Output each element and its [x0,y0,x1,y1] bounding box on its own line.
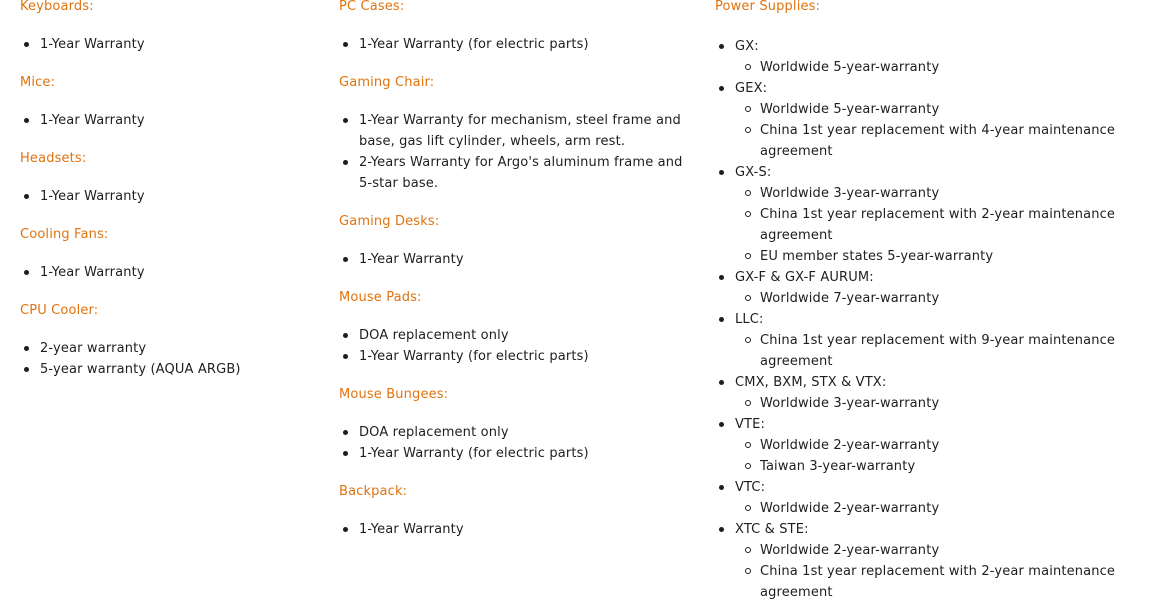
power-supply-series [715,78,1135,162]
power-supply-series [715,162,1135,267]
series-warranty-list [735,330,1135,372]
warranty-list [339,34,689,55]
series-warranty-item: Worldwide 2-year-warranty [735,540,1135,561]
section-heading: Mice: [20,75,56,90]
section-heading: Gaming Chair: [339,75,435,90]
warranty-item: DOA replacement only [339,325,689,346]
series-warranty-item: Worldwide 5-year-warranty [735,57,1135,78]
power-supply-series [715,309,1135,372]
warranty-section [339,74,689,194]
warranty-section [20,226,310,283]
warranty-item: 1-Year Warranty [20,262,310,283]
warranty-section [20,74,310,131]
warranty-list [20,186,310,207]
series-label: XTC & STE: [735,522,809,537]
warranty-section [339,213,689,270]
section-power-supplies [715,0,1135,603]
power-supply-series [715,519,1135,603]
warranty-item: 1-Year Warranty for mechanism, steel frame and base, gas lift cylinder, wheels, arm rest. [339,110,689,152]
series-warranty-list [735,99,1135,162]
section-heading: Headsets: [20,151,87,166]
warranty-item: DOA replacement only [339,422,689,443]
warranty-list [20,34,310,55]
warranty-list [339,325,689,367]
series-warranty-item: EU member states 5-year-warranty [735,246,1135,267]
warranty-item: 1-Year Warranty [339,519,689,540]
warranty-item: 1-Year Warranty [339,249,689,270]
warranty-section [339,386,689,464]
warranty-section [339,0,689,55]
series-label: LLC: [735,312,764,327]
series-label: GEX: [735,81,768,96]
power-supply-series [715,36,1135,78]
series-warranty-list [735,393,1135,414]
series-warranty-item: China 1st year replacement with 2-year maintenance agreement [735,561,1135,603]
series-label: CMX, BXM, STX & VTX: [735,375,887,390]
power-supply-series [715,477,1135,519]
power-supply-list [715,36,1135,603]
series-warranty-list [735,498,1135,519]
warranty-item: 1-Year Warranty (for electric parts) [339,34,689,55]
warranty-column-1 [20,0,310,380]
series-warranty-item: Taiwan 3-year-warranty [735,456,1135,477]
series-label: GX: [735,39,759,54]
warranty-section [339,483,689,540]
power-supply-series [715,414,1135,477]
series-label: VTE: [735,417,766,432]
power-supply-series [715,372,1135,414]
warranty-item: 1-Year Warranty [20,110,310,131]
section-heading: Mouse Bungees: [339,387,449,402]
warranty-list [20,110,310,131]
series-warranty-item: Worldwide 5-year-warranty [735,99,1135,120]
series-label: VTC: [735,480,766,495]
series-warranty-list [735,183,1135,267]
section-heading: Power Supplies: [715,0,821,14]
warranty-section [339,289,689,367]
series-warranty-item: China 1st year replacement with 2-year maintenance agreement [735,204,1135,246]
section-heading: Cooling Fans: [20,227,109,242]
series-warranty-item: Worldwide 3-year-warranty [735,393,1135,414]
section-heading: Mouse Pads: [339,290,422,305]
warranty-item: 1-Year Warranty [20,186,310,207]
warranty-item: 1-Year Warranty (for electric parts) [339,346,689,367]
warranty-column-power-supplies [715,0,1135,603]
warranty-section [20,302,310,380]
warranty-list [339,422,689,464]
series-warranty-item: Worldwide 2-year-warranty [735,498,1135,519]
section-heading: Gaming Desks: [339,214,440,229]
warranty-item: 2-Years Warranty for Argo's aluminum frame and 5-star base. [339,152,689,194]
warranty-section [20,150,310,207]
series-warranty-list [735,57,1135,78]
series-warranty-item: Worldwide 3-year-warranty [735,183,1135,204]
warranty-item: 5-year warranty (AQUA ARGB) [20,359,310,380]
warranty-column-2 [339,0,689,540]
warranty-section [20,0,310,55]
warranty-item: 1-Year Warranty [20,34,310,55]
series-warranty-item: Worldwide 7-year-warranty [735,288,1135,309]
series-label: GX-F & GX-F AURUM: [735,270,874,285]
series-warranty-list [735,288,1135,309]
warranty-list [20,338,310,380]
warranty-item: 2-year warranty [20,338,310,359]
section-heading: CPU Cooler: [20,303,99,318]
warranty-item: 1-Year Warranty (for electric parts) [339,443,689,464]
series-warranty-list [735,540,1135,603]
section-heading: PC Cases: [339,0,405,14]
warranty-list [339,110,689,194]
power-supply-series [715,267,1135,309]
series-warranty-item: Worldwide 2-year-warranty [735,435,1135,456]
section-heading: Backpack: [339,484,408,499]
series-warranty-item: China 1st year replacement with 4-year maintenance agreement [735,120,1135,162]
warranty-list [339,249,689,270]
series-label: GX-S: [735,165,772,180]
section-heading: Keyboards: [20,0,94,14]
series-warranty-item: China 1st year replacement with 9-year maintenance agreement [735,330,1135,372]
series-warranty-list [735,435,1135,477]
warranty-list [339,519,689,540]
warranty-list [20,262,310,283]
